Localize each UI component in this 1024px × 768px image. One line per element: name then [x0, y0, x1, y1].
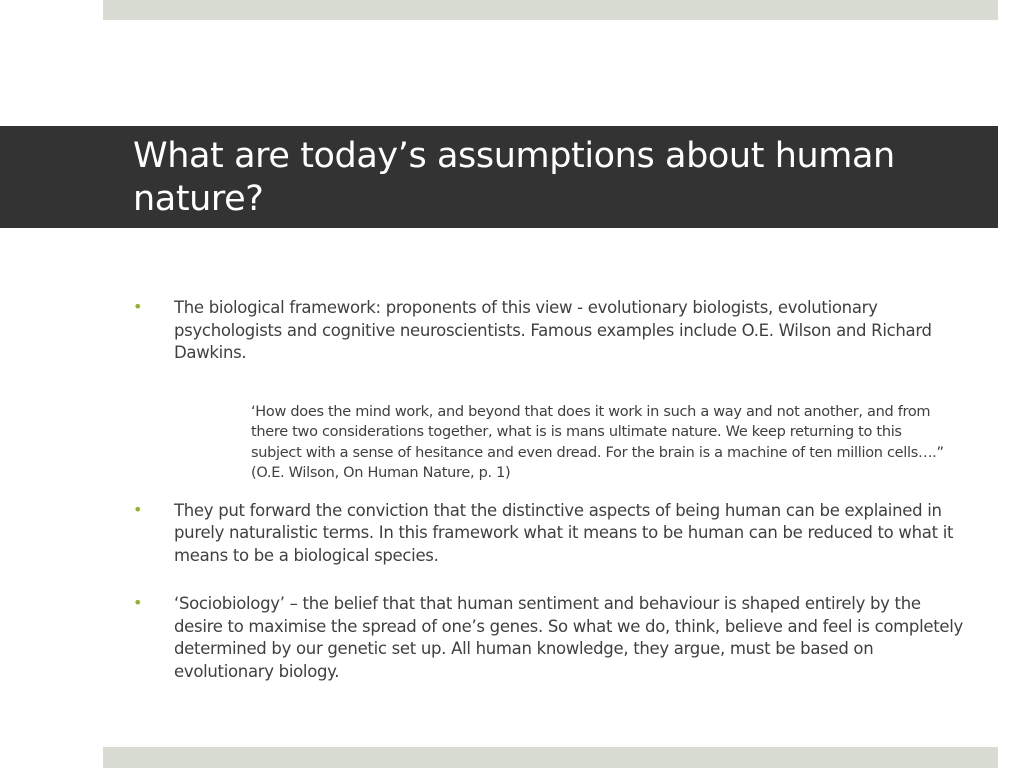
slide-content — [133, 297, 973, 683]
slide-title: What are today’s assumptions about human nature? — [133, 136, 895, 219]
bullet-item — [133, 593, 964, 683]
bullet-item — [133, 297, 959, 365]
bullet-text: The biological framework: proponents of this view - evolutionary biologists, evolutionary psychologists and cognitive neuroscientists. Famous examples include O.E. Wilson and Richard Dawkins. — [174, 298, 932, 362]
top-accent-band — [103, 0, 998, 20]
bullet-text: ‘Sociobiology’ – the belief that that human sentiment and behaviour is shaped entirely by the desire to maximise the spread of one’s genes. So what we do, think, believe and feel is completely determined by our genetic set up. All human knowledge, they argue, must be based on evolutionary biology. — [174, 594, 964, 681]
quote-block: ‘How does the mind work, and beyond that does it work in such a way and not another, and from there two considerations together, what is is mans ultimate nature. We keep returning to this subject with a sense of hesitance and even dread. For the brain is a machine of ten million cells….” (O.E. Wilson, On Human Nature, p. 1) — [251, 403, 944, 481]
bullet-text: They put forward the conviction that the distinctive aspects of being human can be explained in purely naturalistic terms. In this framework what it means to be human can be reduced to what it means to be a biological species. — [174, 500, 954, 565]
bullet-marker-icon: • — [133, 593, 143, 612]
bullet-marker-icon: • — [133, 297, 143, 316]
bottom-accent-band — [103, 747, 998, 768]
bullet-item — [133, 500, 969, 568]
bullet-marker-icon: • — [133, 499, 143, 519]
